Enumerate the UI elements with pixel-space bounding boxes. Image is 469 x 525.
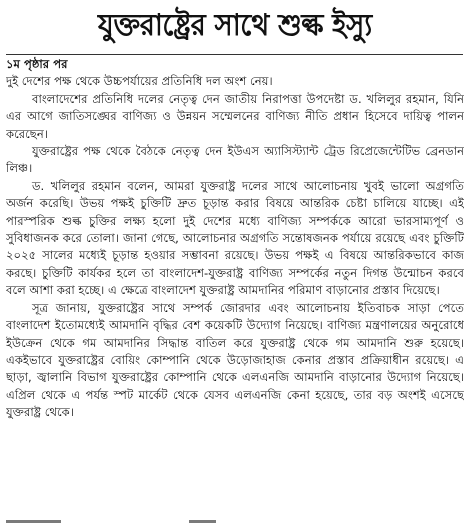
paragraph-1: দুই দেশের পক্ষ থেকে উচ্চপর্যায়ের প্রতিনিধি দল অংশ নেয়। — [6, 74, 273, 89]
headline: যুক্তরাষ্ট্রের সাথে শুল্ক ইস্যু — [97, 8, 372, 43]
headline-divider — [6, 54, 463, 55]
continuation-label: ১ম পৃষ্ঠার পর — [6, 57, 68, 71]
paragraph-2: বাংলাদেশের প্রতিনিধি দলের নেতৃত্ব দেন জাতীয় নিরাপত্তা উপদেষ্টা ড. খলিলুর রহমান, যিনি এর আগে জাতিসঙ্ঘের বাণিজ্য ও উন্নয়ন সম্মেলনের বাণিজ্য নীতি প্রধান হিসেবে দায়িত্ব পালন করেছেন। — [6, 91, 464, 141]
paragraph-5: সূত্র জানায়, যুক্তরাষ্ট্রের সাথে সম্পর্ক জোরদার এবং আলোচনায় ইতিবাচক সাড়া পেতে বাংলাদেশ ইতোমধ্যেই আমদানি বৃদ্ধির বেশ কয়েকটি উদ্যোগ নিয়েছে। বাণিজ্য মন্ত্রণালয়ের অনুরোধে ইউক্রেন থেকে গম আমদানির সিদ্ধান্ত বাতিল করে যুক্তরাষ্ট্র থেকে গম আমদানি শুরু হয়েছে। একইভাবে যুক্তরাষ্ট্রের বোয়িং কোম্পানি থেকে উড়োজাহাজ কেনার প্রস্তাব প্রক্রিয়াধীন রয়েছে। এ ছাড়া, জ্বালানি বিভাগ যুক্তরাষ্ট্রের কোম্পানি থেকে এলএনজি আমদানি বাড়ানোর উদ্যোগ নিয়েছে। এপ্রিল থেকে এ পর্যন্ত স্পট মার্কেট থেকে যেসব এলএনজি কেনা হয়েছে, তার বড় অংশই এসেছে যুক্তরাষ্ট্র থেকে। — [6, 300, 464, 420]
article-body — [6, 56, 464, 521]
paragraph-3: যুক্তরাষ্ট্রের পক্ষ থেকে বৈঠকে নেতৃত্ব দেন ইউএস অ্যাসিস্ট্যান্ট ট্রেড রিপ্রেজেন্টেটিভ ব্রেনডান লিঞ্চ। — [6, 144, 464, 176]
cut-off-next-line — [6, 520, 463, 525]
headline-area — [0, 0, 469, 52]
paragraph-4: ড. খলিলুর রহমান বলেন, আমরা যুক্তরাষ্ট্র দলের সাথে আলোচনায় খুবই ভালো অগ্রগতি অর্জন করেছি। উভয় পক্ষই চুক্তিটি দ্রুত চূড়ান্ত করার বিষয়ে আন্তরিক চেষ্টা চালিয়ে যাচ্ছে। এই পারস্পরিক শুল্ক চুক্তির লক্ষ্য হলো দুই দেশের মধ্যে বাণিজ্য সম্পর্ককে আরো ভারসাম্যপূর্ণ ও সুবিধাজনক করে তোলা। জানা গেছে, আলোচনার অগ্রগতি সন্তোষজনক পর্যায়ে রয়েছে এবং চুক্তিটি ২০২৫ সালের মধ্যেই চূড়ান্ত হওয়ার সম্ভাবনা রয়েছে। উভয় পক্ষই এ বিষয়ে আন্তরিকভাবে কাজ করছে। চুক্তিটি কার্যকর হলে তা বাংলাদেশ-যুক্তরাষ্ট্র বাণিজ্য সম্পর্কের নতুন দিগন্ত উন্মোচন করবে বলে আশা করা হচ্ছে। এ ক্ষেত্রে বাংলাদেশ যুক্তরাষ্ট্র আমদানির পরিমাণ বাড়ানোর প্রস্তাব দিয়েছে। — [6, 178, 464, 298]
